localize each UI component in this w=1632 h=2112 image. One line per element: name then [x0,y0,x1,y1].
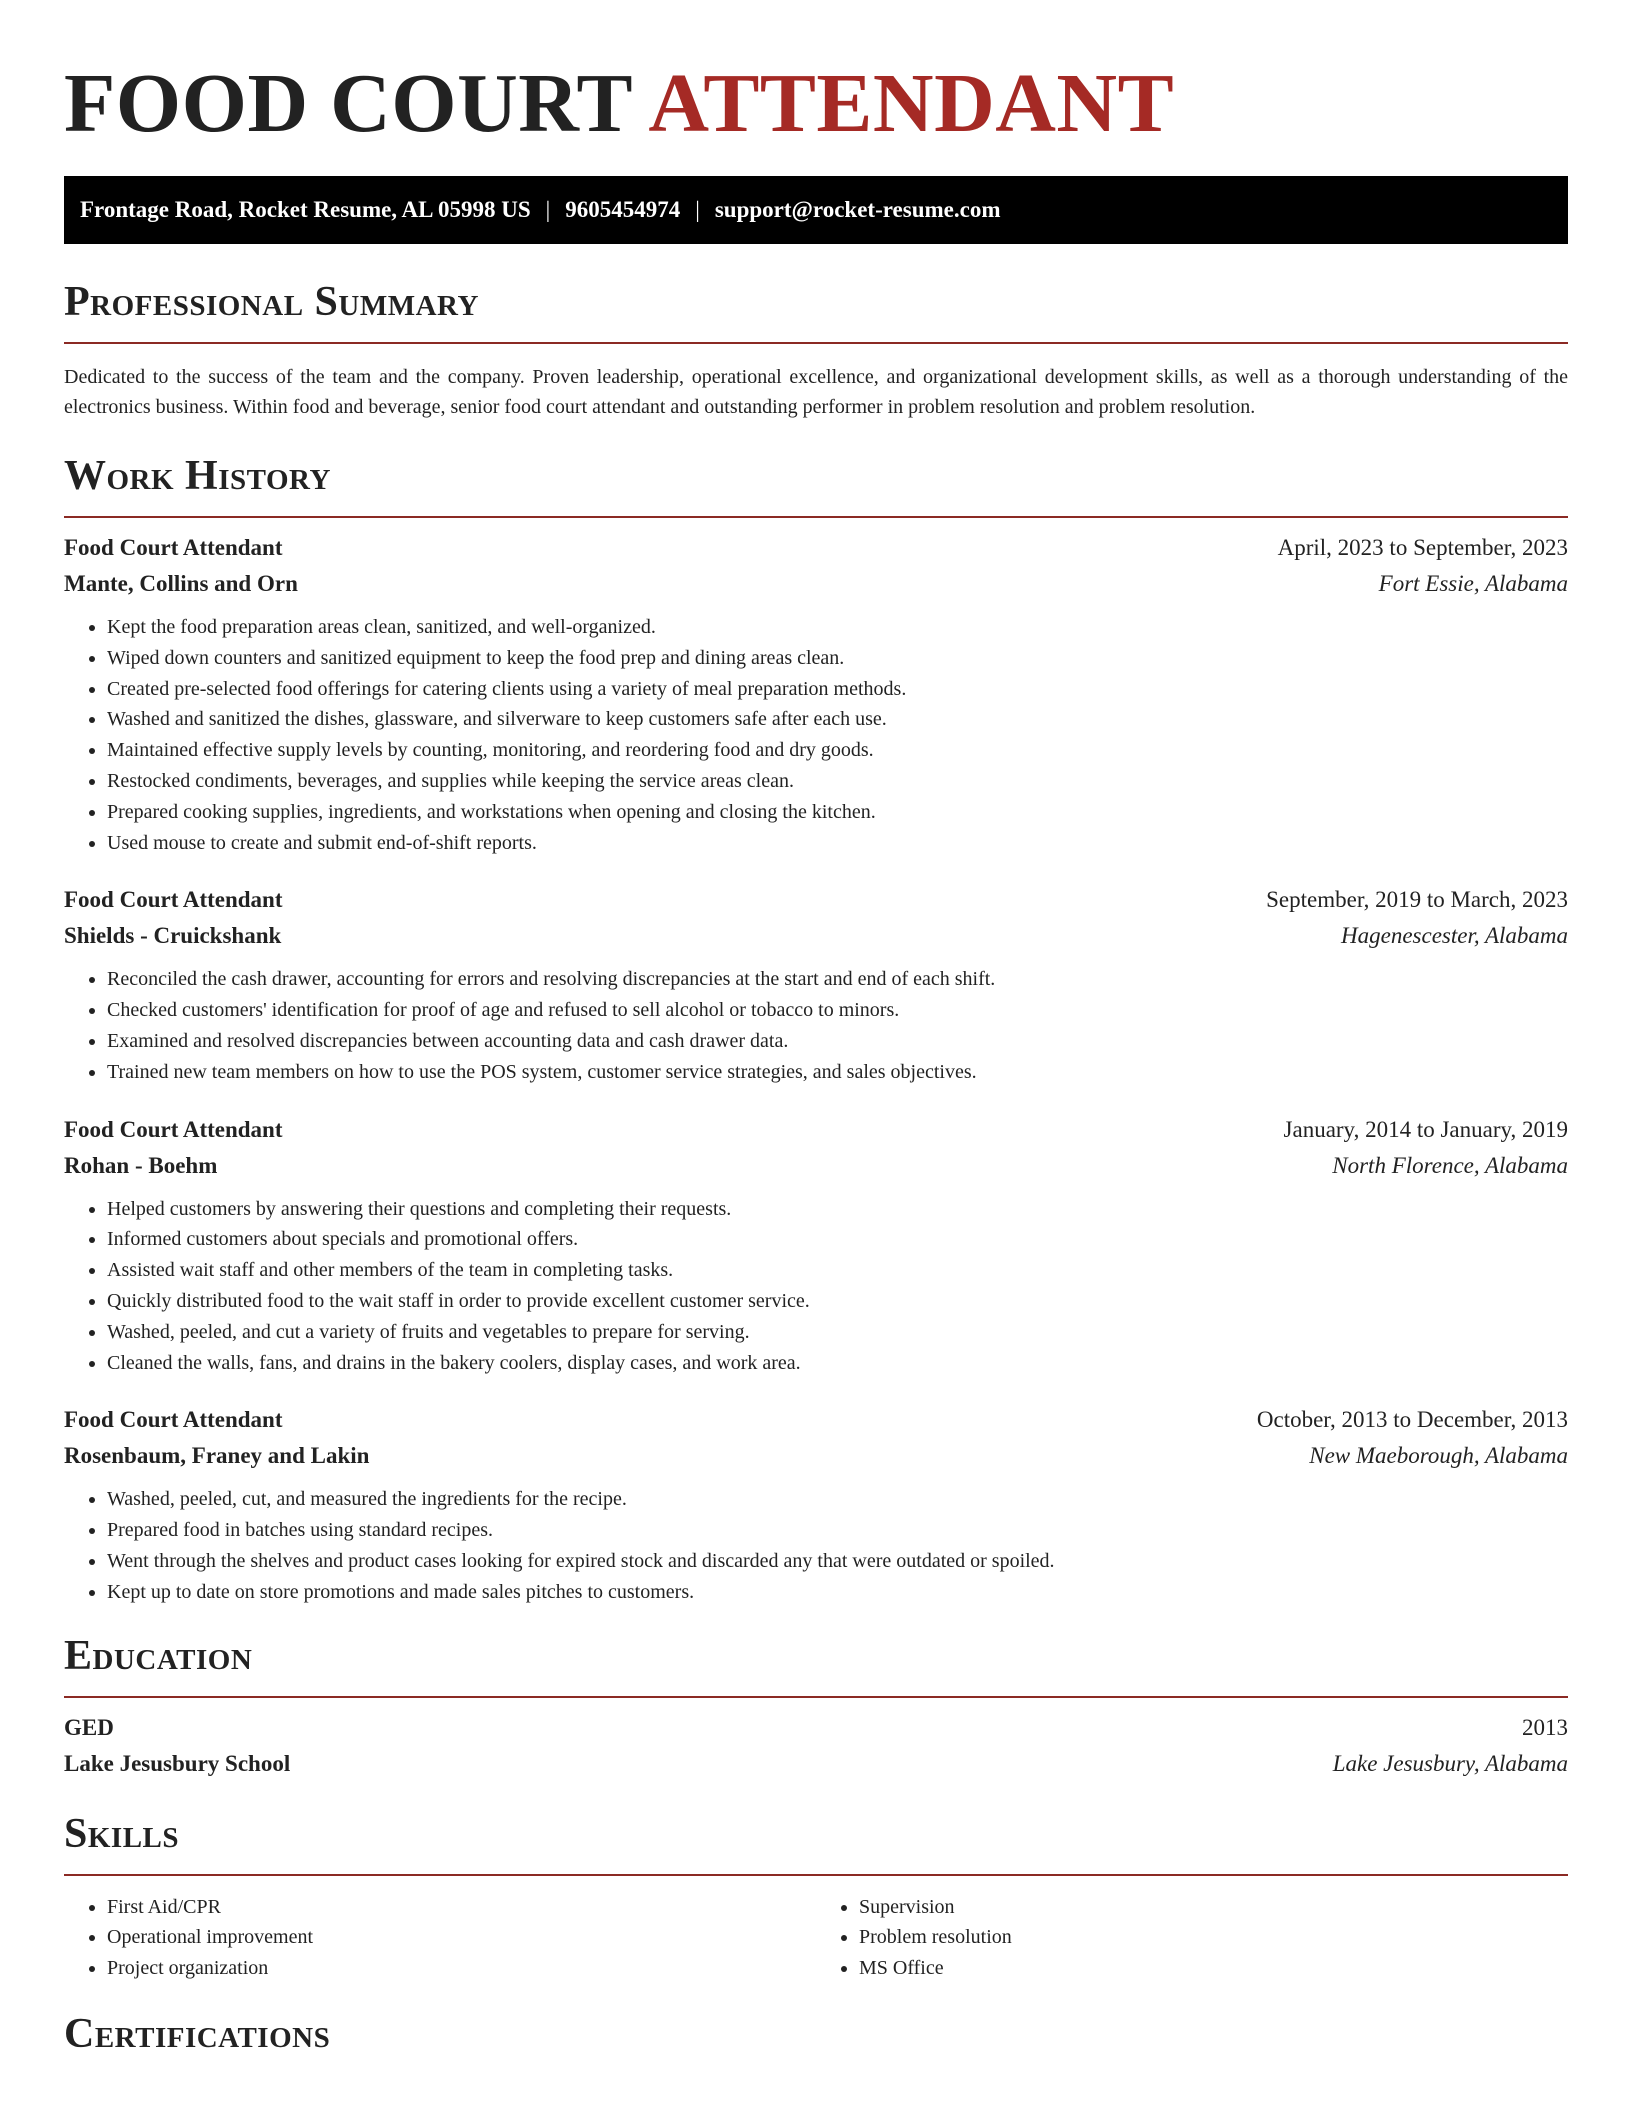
section-divider [64,1696,1568,1698]
skill-item: • Project organization [107,1953,816,1984]
education-section [64,1630,1568,1782]
summary-title: Professional Summary [64,279,479,325]
job-dates: October, 2013 to December, 2013 [1256,1407,1568,1433]
contact-email: support@rocket-resume.com [714,197,1001,222]
job-duty: • Assisted wait staff and other members of the team in completing tasks. [107,1255,1568,1286]
job-header-row [64,1402,1568,1438]
resume-page [64,0,1568,2060]
contact-phone: 9605454974 [565,197,681,222]
job-duty: • Examined and resolved discrepancies between accounting data and cash drawer data. [107,1026,1568,1057]
job-duty: • Went through the shelves and product cases looking for expired stock and discarded any that were outdated or spoiled. [107,1546,1568,1577]
education-location: Lake Jesusbury, Alabama [1332,1750,1568,1776]
job-duty: • Trained new team members on how to use the POS system, customer service strategies, and sales objectives. [107,1057,1568,1088]
certifications-title: Certifications [64,2010,331,2057]
job-company-row [64,918,1568,954]
contact-separator: | [695,197,700,222]
section-divider [64,342,1568,344]
education-entry [64,1710,1568,1782]
education-title: Education [64,1632,253,1679]
education-degree: GED [64,1714,114,1740]
name-part-1: FOOD COURT [64,57,632,150]
section-divider [64,516,1568,518]
job-entry [64,882,1568,1087]
skill-item: • Operational improvement [107,1922,816,1953]
job-dates: January, 2014 to January, 2019 [1283,1116,1568,1142]
summary-section [64,276,1568,422]
certifications-section [64,2008,1568,2060]
job-duty: • Wiped down counters and sanitized equipment to keep the food prep and dining areas clean. [107,643,1568,674]
job-company-row [64,1438,1568,1474]
job-company-row [64,1148,1568,1184]
skill-item: • First Aid/CPR [107,1892,816,1923]
job-title: Food Court Attendant [64,1407,283,1433]
job-dates: September, 2019 to March, 2023 [1266,887,1568,913]
job-title: Food Court Attendant [64,1116,283,1142]
skills-title: Skills [64,1810,180,1857]
job-duties-list [64,1484,1568,1607]
job-entry [64,1402,1568,1607]
job-company: Rosenbaum, Franey and Lakin [64,1443,370,1469]
education-school-row [64,1746,1568,1782]
job-header-row [64,530,1568,566]
section-divider [64,1874,1568,1876]
job-title: Food Court Attendant [64,535,283,560]
job-header-row [64,882,1568,918]
summary-text: Dedicated to the success of the team and the company. Proven leadership, operational excellence, and organizational development skills, as well as a thorough understanding of the electronics business. Within food and beverage, senior food court attendant and outstanding performer in problem resolution and problem resolution. [64,366,1568,418]
job-duty: • Quickly distributed food to the wait staff in order to provide excellent customer service. [107,1286,1568,1317]
job-location: North Florence, Alabama [1332,1152,1568,1178]
job-dates: April, 2023 to September, 2023 [1277,535,1568,560]
job-entry [64,1112,1568,1379]
job-duty: • Used mouse to create and submit end-of-shift reports. [107,828,1568,859]
name-part-2: ATTENDANT [648,57,1175,150]
job-duty: • Maintained effective supply levels by counting, monitoring, and reordering food and dry goods. [107,735,1568,766]
education-header-row [64,1710,1568,1746]
job-duties-list [64,1194,1568,1379]
job-location: Hagenescester, Alabama [1341,923,1568,949]
contact-bar [64,176,1568,244]
job-duty: • Prepared food in batches using standard recipes. [107,1515,1568,1546]
resume-name-heading [64,0,1568,156]
job-location: Fort Essie, Alabama [1378,571,1568,596]
job-duty: • Created pre-selected food offerings for catering clients using a variety of meal preparation methods. [107,674,1568,705]
work-history-section [64,450,1568,1608]
job-duty: • Washed and sanitized the dishes, glassware, and silverware to keep customers safe after each use. [107,704,1568,735]
job-company-row [64,566,1568,602]
work-history-title: Work History [64,453,331,499]
job-title: Food Court Attendant [64,887,283,913]
job-duty: • Washed, peeled, cut, and measured the ingredients for the recipe. [107,1484,1568,1515]
job-company: Rohan - Boehm [64,1152,218,1178]
education-year: 2013 [1522,1714,1568,1740]
job-duty: • Cleaned the walls, fans, and drains in the bakery coolers, display cases, and work area. [107,1348,1568,1379]
job-company: Mante, Collins and Orn [64,571,298,596]
job-duty: • Prepared cooking supplies, ingredients, and workstations when opening and closing the kitchen. [107,797,1568,828]
job-company: Shields - Cruickshank [64,923,282,949]
skill-item: • Supervision [859,1892,1568,1923]
job-duty: • Kept up to date on store promotions and made sales pitches to customers. [107,1577,1568,1608]
job-duty: • Helped customers by answering their questions and completing their requests. [107,1194,1568,1225]
contact-separator: | [545,197,551,222]
job-location: New Maeborough, Alabama [1309,1443,1568,1469]
job-duty: • Informed customers about specials and promotional offers. [107,1224,1568,1255]
job-duties-list [64,964,1568,1087]
skills-section [64,1808,1568,1984]
job-duties-list [64,612,1568,858]
job-entry [64,530,1568,858]
skills-list-left [64,1892,816,1984]
job-duty: • Washed, peeled, and cut a variety of fruits and vegetables to prepare for serving. [107,1317,1568,1348]
skill-item: • Problem resolution [859,1922,1568,1953]
skill-item: • MS Office [859,1953,1568,1984]
skills-columns [64,1892,1568,1984]
job-duty: • Reconciled the cash drawer, accounting for errors and resolving discrepancies at the start and end of each shift. [107,964,1568,995]
contact-address: Frontage Road, Rocket Resume, AL 05998 US [80,197,531,222]
job-duty: • Kept the food preparation areas clean, sanitized, and well-organized. [107,612,1568,643]
education-school: Lake Jesusbury School [64,1750,291,1776]
job-header-row [64,1112,1568,1148]
skills-list-right [816,1892,1568,1984]
job-duty: • Restocked condiments, beverages, and supplies while keeping the service areas clean. [107,766,1568,797]
job-duty: • Checked customers' identification for proof of age and refused to sell alcohol or tobacco to minors. [107,995,1568,1026]
